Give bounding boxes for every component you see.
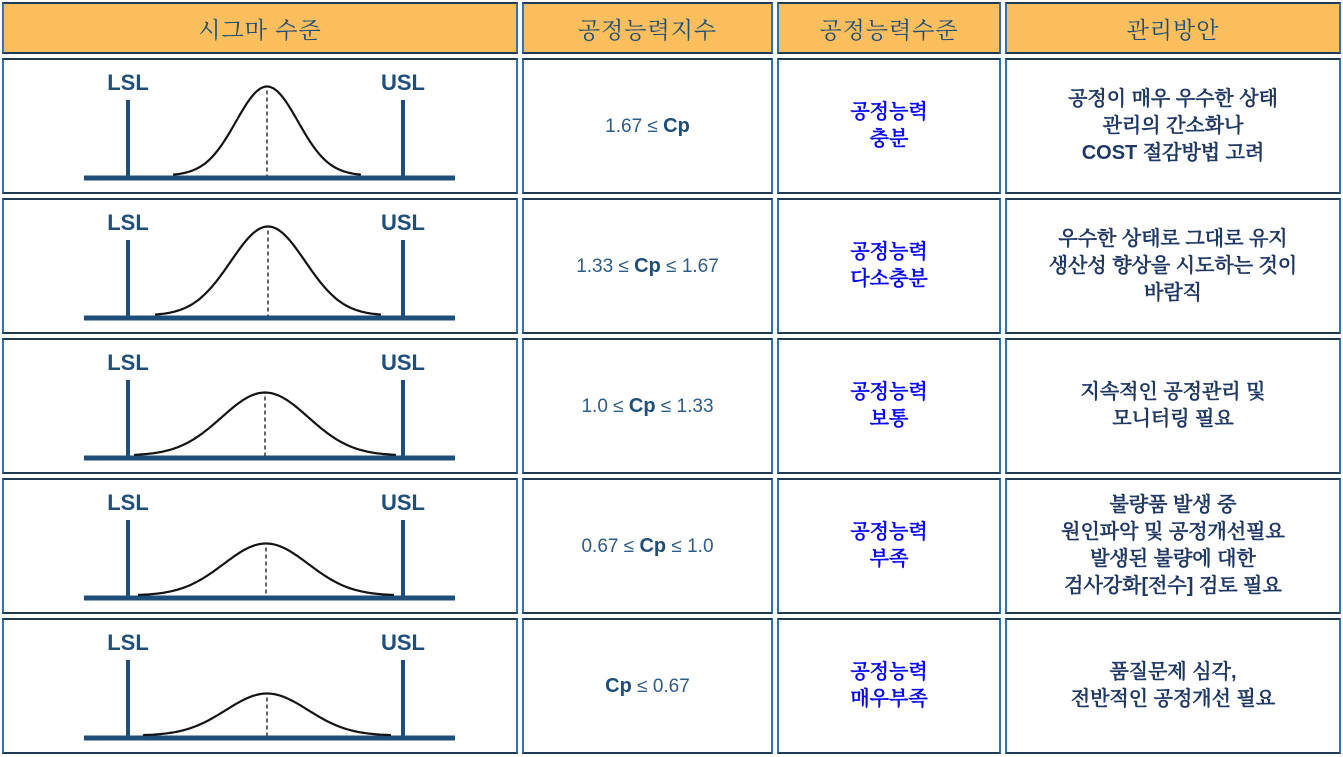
capability-level-cell	[777, 478, 1001, 614]
capability-level-text: 공정능력 충분	[850, 101, 928, 150]
header-label: 관리방안	[1126, 16, 1220, 43]
management-plan-cell	[1005, 198, 1341, 334]
usl-label: USL	[381, 210, 425, 235]
management-plan-text: 공정이 매우 우수한 상태 관리의 간소화나 COST 절감방법 고려	[1068, 87, 1278, 164]
capability-level-cell	[777, 618, 1001, 754]
sigma-diagram-cell	[2, 198, 518, 334]
normal-distribution-diagram	[4, 60, 516, 192]
cp-index-cell	[522, 58, 773, 194]
capability-level-text: 공정능력 보통	[850, 381, 928, 430]
capability-level-cell	[777, 198, 1001, 334]
management-plan-text: 지속적인 공정관리 및 모니터링 필요	[1080, 381, 1266, 430]
normal-curve	[135, 393, 395, 455]
header-management-plan	[1005, 2, 1341, 54]
cp-symbol: Cp	[634, 254, 661, 277]
lsl-label: LSL	[107, 350, 149, 375]
normal-distribution-diagram	[4, 480, 516, 612]
header-capability-index	[522, 2, 773, 54]
management-plan-cell	[1005, 618, 1341, 754]
lsl-label: LSL	[107, 490, 149, 515]
cp-symbol: Cp	[605, 674, 632, 697]
usl-label: USL	[381, 490, 425, 515]
cp-index-cell	[522, 618, 773, 754]
cp-lower-bound: 1.33 ≤	[576, 255, 635, 277]
cp-range	[581, 395, 713, 418]
cp-symbol: Cp	[628, 394, 656, 417]
cp-range	[576, 255, 719, 278]
cp-symbol: Cp	[663, 114, 690, 137]
cp-index-cell	[522, 338, 773, 474]
sigma-diagram-cell	[2, 618, 518, 754]
header-capability-level	[777, 2, 1001, 54]
cp-range	[605, 115, 690, 138]
management-plan-cell	[1005, 338, 1341, 474]
cp-range	[581, 535, 713, 558]
usl-label: USL	[381, 630, 425, 655]
cp-upper-bound: ≤ 1.0	[666, 535, 714, 557]
capability-level-cell	[777, 338, 1001, 474]
sigma-diagram-cell	[2, 338, 518, 474]
normal-distribution-diagram	[4, 200, 516, 332]
cp-index-cell	[522, 478, 773, 614]
capability-level-text: 공정능력 부족	[850, 521, 928, 570]
cp-range	[605, 675, 690, 698]
header-label: 시그마 수준	[198, 16, 322, 43]
lsl-label: LSL	[107, 70, 149, 95]
usl-label: USL	[381, 70, 425, 95]
sigma-diagram-cell	[2, 58, 518, 194]
cp-lower-bound: 1.0 ≤	[581, 395, 629, 417]
management-plan-text: 우수한 상태로 그대로 유지 생산성 향상을 시도하는 것이 바람직	[1048, 227, 1298, 304]
cp-upper-bound: ≤ 0.67	[631, 675, 690, 697]
cp-upper-bound: ≤ 1.67	[660, 255, 719, 277]
management-plan-text: 불량품 발생 중 원인파악 및 공정개선필요 발생된 불량에 대한 검사강화[전수] 검토 필요	[1061, 494, 1285, 597]
cp-lower-bound: 0.67 ≤	[581, 535, 640, 557]
capability-level-cell	[777, 58, 1001, 194]
management-plan-cell	[1005, 478, 1341, 614]
cp-symbol: Cp	[639, 534, 667, 557]
management-plan-cell	[1005, 58, 1341, 194]
cp-index-cell	[522, 198, 773, 334]
normal-distribution-diagram	[4, 620, 516, 752]
header-label: 공정능력지수	[577, 16, 718, 43]
lsl-label: LSL	[107, 630, 149, 655]
lsl-label: LSL	[107, 210, 149, 235]
cp-lower-bound: 1.67 ≤	[605, 115, 664, 137]
header-label: 공정능력수준	[819, 16, 959, 43]
capability-level-text: 공정능력 매우부족	[850, 661, 928, 710]
cp-upper-bound: ≤ 1.33	[655, 395, 714, 417]
management-plan-text: 품질문제 심각, 전반적인 공정개선 필요	[1070, 661, 1276, 710]
normal-distribution-diagram	[4, 340, 516, 472]
usl-label: USL	[381, 350, 425, 375]
capability-level-text: 공정능력 다소충분	[850, 241, 928, 290]
sigma-diagram-cell	[2, 478, 518, 614]
header-sigma-level	[2, 2, 518, 54]
